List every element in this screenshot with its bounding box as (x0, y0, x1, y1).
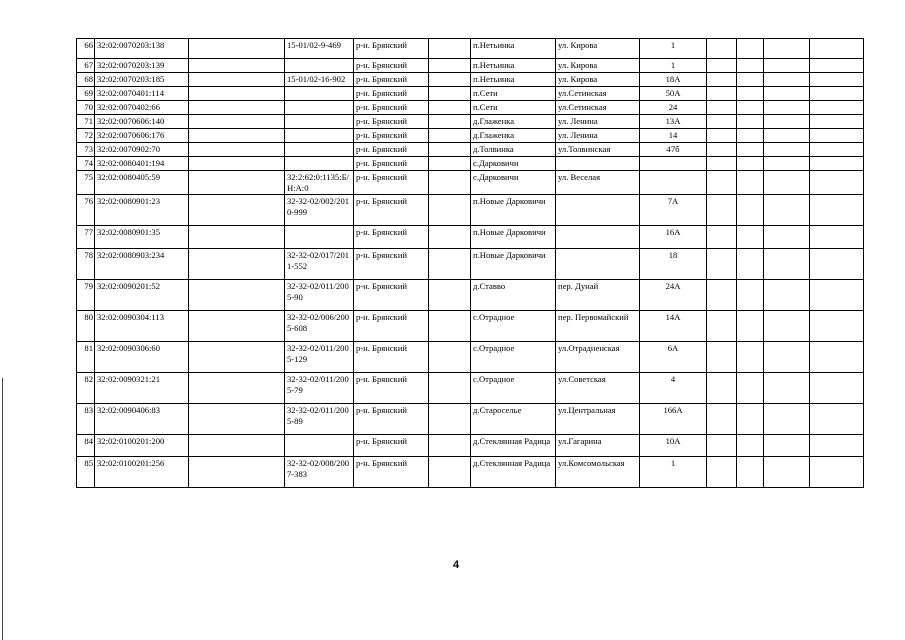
blank-cell (429, 143, 471, 157)
blank-cell (429, 226, 471, 249)
blank-cell (737, 195, 764, 226)
blank-cell (707, 404, 737, 435)
blank-cell (764, 195, 810, 226)
blank-cell (764, 311, 810, 342)
house-number: 16А (640, 226, 707, 249)
registration-number: 32-32-02/002/2010-999 (285, 195, 354, 226)
blank-cell (707, 280, 737, 311)
cadastral-number: 32:02:0090406:83 (95, 404, 189, 435)
table-row (77, 280, 864, 311)
blank-cell (429, 249, 471, 280)
registration-number (285, 226, 354, 249)
street: ул. Кирова (556, 39, 640, 59)
street: ул. Ленина (556, 115, 640, 129)
prior-number (189, 129, 285, 143)
row-number: 71 (77, 115, 95, 129)
house-number: 14 (640, 129, 707, 143)
district: р-н. Брянский (354, 115, 429, 129)
house-number: 7А (640, 195, 707, 226)
table-row (77, 195, 864, 226)
blank-cell (810, 171, 864, 195)
house-number: 18 (640, 249, 707, 280)
blank-cell (737, 59, 764, 73)
blank-cell (810, 87, 864, 101)
property-register-table (76, 38, 864, 488)
street (556, 157, 640, 171)
prior-number (189, 457, 285, 488)
row-number: 80 (77, 311, 95, 342)
table-row (77, 249, 864, 280)
locality: п.Сети (471, 101, 556, 115)
blank-cell (810, 435, 864, 457)
cadastral-number: 32:02:0100201:256 (95, 457, 189, 488)
locality: с.Отрадное (471, 311, 556, 342)
street (556, 195, 640, 226)
district: р-н. Брянский (354, 171, 429, 195)
district: р-н. Брянский (354, 129, 429, 143)
blank-cell (737, 226, 764, 249)
blank-cell (764, 457, 810, 488)
street: пер. Первомайский (556, 311, 640, 342)
blank-cell (707, 157, 737, 171)
street: ул.Комсомольская (556, 457, 640, 488)
cadastral-number: 32:02:0070902:70 (95, 143, 189, 157)
house-number: 4 (640, 373, 707, 404)
cadastral-number: 32:02:0070606:140 (95, 115, 189, 129)
blank-cell (737, 249, 764, 280)
blank-cell (429, 195, 471, 226)
street: ул. Кирова (556, 73, 640, 87)
locality: п.Новые Дарковичи (471, 226, 556, 249)
blank-cell (764, 157, 810, 171)
locality: д.Староселье (471, 404, 556, 435)
prior-number (189, 115, 285, 129)
row-number: 74 (77, 157, 95, 171)
row-number: 83 (77, 404, 95, 435)
blank-cell (707, 457, 737, 488)
street (556, 226, 640, 249)
locality: п.Нетьинка (471, 59, 556, 73)
house-number (640, 157, 707, 171)
table-row (77, 101, 864, 115)
locality: п.Новые Дарковичи (471, 249, 556, 280)
blank-cell (810, 457, 864, 488)
table-row (77, 311, 864, 342)
district: р-н. Брянский (354, 195, 429, 226)
blank-cell (810, 59, 864, 73)
house-number: 1 (640, 457, 707, 488)
blank-cell (810, 342, 864, 373)
blank-cell (737, 143, 764, 157)
house-number: 14А (640, 311, 707, 342)
cadastral-number: 32:02:0080401:194 (95, 157, 189, 171)
blank-cell (810, 143, 864, 157)
district: р-н. Брянский (354, 39, 429, 59)
registration-number (285, 157, 354, 171)
registration-number (285, 101, 354, 115)
house-number: 6А (640, 342, 707, 373)
locality: п.Нетьинка (471, 39, 556, 59)
blank-cell (810, 373, 864, 404)
locality: п.Новые Дарковичи (471, 195, 556, 226)
table-row (77, 373, 864, 404)
locality: д.Толвинка (471, 143, 556, 157)
house-number: 24А (640, 280, 707, 311)
prior-number (189, 404, 285, 435)
prior-number (189, 39, 285, 59)
registration-number: 32-32-02/011/2005-89 (285, 404, 354, 435)
blank-cell (764, 373, 810, 404)
registration-number (285, 87, 354, 101)
house-number: 1 (640, 59, 707, 73)
prior-number (189, 143, 285, 157)
street: ул.Сетинская (556, 101, 640, 115)
locality: с.Отрадное (471, 342, 556, 373)
street: ул.Толвинская (556, 143, 640, 157)
blank-cell (810, 73, 864, 87)
table-row (77, 404, 864, 435)
row-number: 79 (77, 280, 95, 311)
street: ул. Веселая (556, 171, 640, 195)
blank-cell (764, 59, 810, 73)
blank-cell (810, 157, 864, 171)
table-row (77, 39, 864, 59)
table-row (77, 87, 864, 101)
blank-cell (764, 73, 810, 87)
street: ул.Советская (556, 373, 640, 404)
cadastral-number: 32:02:0070203:139 (95, 59, 189, 73)
blank-cell (429, 59, 471, 73)
blank-cell (810, 129, 864, 143)
row-number: 77 (77, 226, 95, 249)
district: р-н. Брянский (354, 373, 429, 404)
blank-cell (764, 101, 810, 115)
blank-cell (429, 280, 471, 311)
street: ул.Центральная (556, 404, 640, 435)
house-number: 13А (640, 115, 707, 129)
row-number: 69 (77, 87, 95, 101)
row-number: 78 (77, 249, 95, 280)
blank-cell (737, 129, 764, 143)
blank-cell (810, 280, 864, 311)
registration-number: 15-01/02-9-469 (285, 39, 354, 59)
blank-cell (707, 59, 737, 73)
district: р-н. Брянский (354, 59, 429, 73)
blank-cell (764, 129, 810, 143)
cadastral-number: 32:02:0090321:21 (95, 373, 189, 404)
blank-cell (764, 435, 810, 457)
cadastral-number: 32:02:0080901:23 (95, 195, 189, 226)
house-number: 50А (640, 87, 707, 101)
district: р-н. Брянский (354, 457, 429, 488)
house-number: 10А (640, 435, 707, 457)
locality: д.Глаженка (471, 115, 556, 129)
row-number: 73 (77, 143, 95, 157)
cadastral-number: 32:02:0090304:113 (95, 311, 189, 342)
blank-cell (737, 457, 764, 488)
cadastral-number: 32:02:0090201:52 (95, 280, 189, 311)
table-row (77, 171, 864, 195)
blank-cell (429, 115, 471, 129)
prior-number (189, 73, 285, 87)
street: пер. Дунай (556, 280, 640, 311)
house-number: 47б (640, 143, 707, 157)
blank-cell (810, 404, 864, 435)
registration-number: 32-32-02/011/2005-79 (285, 373, 354, 404)
table-body (77, 39, 864, 488)
district: р-н. Брянский (354, 311, 429, 342)
street: ул. Ленина (556, 129, 640, 143)
table-row (77, 157, 864, 171)
row-number: 81 (77, 342, 95, 373)
cadastral-number: 32:02:0070402:66 (95, 101, 189, 115)
locality: с.Дарковичи (471, 157, 556, 171)
locality: д.Стеклянная Радица (471, 457, 556, 488)
house-number: 1 (640, 39, 707, 59)
blank-cell (764, 342, 810, 373)
table-row (77, 59, 864, 73)
blank-cell (707, 373, 737, 404)
prior-number (189, 171, 285, 195)
prior-number (189, 311, 285, 342)
locality: с.Дарковичи (471, 171, 556, 195)
prior-number (189, 59, 285, 73)
blank-cell (764, 143, 810, 157)
blank-cell (737, 373, 764, 404)
prior-number (189, 195, 285, 226)
blank-cell (707, 87, 737, 101)
row-number: 75 (77, 171, 95, 195)
blank-cell (764, 280, 810, 311)
blank-cell (429, 87, 471, 101)
blank-cell (737, 39, 764, 59)
registration-number: 32-32-02/011/2005-129 (285, 342, 354, 373)
prior-number (189, 342, 285, 373)
prior-number (189, 87, 285, 101)
table-row (77, 226, 864, 249)
locality: д.Глаженка (471, 129, 556, 143)
blank-cell (429, 157, 471, 171)
locality: д.Ставво (471, 280, 556, 311)
prior-number (189, 373, 285, 404)
row-number: 66 (77, 39, 95, 59)
row-number: 68 (77, 73, 95, 87)
blank-cell (707, 249, 737, 280)
district: р-н. Брянский (354, 249, 429, 280)
page-number: 4 (453, 559, 460, 571)
table-row (77, 342, 864, 373)
cadastral-number: 32:02:0090306:60 (95, 342, 189, 373)
blank-cell (764, 226, 810, 249)
cadastral-number: 32:02:0080903:234 (95, 249, 189, 280)
locality: д.Стеклянная Радица (471, 435, 556, 457)
blank-cell (429, 171, 471, 195)
blank-cell (707, 171, 737, 195)
district: р-н. Брянский (354, 143, 429, 157)
blank-cell (429, 101, 471, 115)
blank-cell (737, 115, 764, 129)
blank-cell (764, 115, 810, 129)
street: ул.Гагарина (556, 435, 640, 457)
blank-cell (707, 226, 737, 249)
blank-cell (707, 101, 737, 115)
blank-cell (429, 73, 471, 87)
blank-cell (737, 435, 764, 457)
blank-cell (764, 404, 810, 435)
table-row (77, 129, 864, 143)
blank-cell (737, 280, 764, 311)
registration-number (285, 115, 354, 129)
registration-number: 32-32-02/006/2005-608 (285, 311, 354, 342)
table-row (77, 435, 864, 457)
registration-number (285, 435, 354, 457)
registration-number: 32-32-02/011/2005-90 (285, 280, 354, 311)
blank-cell (707, 311, 737, 342)
blank-cell (429, 457, 471, 488)
blank-cell (707, 129, 737, 143)
prior-number (189, 101, 285, 115)
street (556, 249, 640, 280)
blank-cell (707, 115, 737, 129)
blank-cell (810, 311, 864, 342)
table-row (77, 457, 864, 488)
blank-cell (707, 143, 737, 157)
street: ул.Сетинская (556, 87, 640, 101)
blank-cell (764, 87, 810, 101)
blank-cell (737, 342, 764, 373)
prior-number (189, 280, 285, 311)
house-number: 24 (640, 101, 707, 115)
blank-cell (810, 39, 864, 59)
blank-cell (429, 373, 471, 404)
blank-cell (429, 39, 471, 59)
row-number: 67 (77, 59, 95, 73)
blank-cell (764, 249, 810, 280)
table-row (77, 143, 864, 157)
cadastral-number: 32:02:0070401:114 (95, 87, 189, 101)
row-number: 84 (77, 435, 95, 457)
district: р-н. Брянский (354, 435, 429, 457)
blank-cell (429, 311, 471, 342)
registration-number: 32-32-02/017/2011-552 (285, 249, 354, 280)
registration-number (285, 129, 354, 143)
cadastral-number: 32:02:0100201:200 (95, 435, 189, 457)
district: р-н. Брянский (354, 157, 429, 171)
table-row (77, 73, 864, 87)
locality: с.Отрадное (471, 373, 556, 404)
district: р-н. Брянский (354, 342, 429, 373)
prior-number (189, 435, 285, 457)
blank-cell (810, 226, 864, 249)
registration-number: 15-01/02-16-902 (285, 73, 354, 87)
blank-cell (737, 171, 764, 195)
blank-cell (810, 195, 864, 226)
blank-cell (707, 342, 737, 373)
street: ул. Кирова (556, 59, 640, 73)
blank-cell (737, 101, 764, 115)
registration-number (285, 59, 354, 73)
district: р-н. Брянский (354, 73, 429, 87)
cadastral-number: 32:02:0080405:59 (95, 171, 189, 195)
district: р-н. Брянский (354, 226, 429, 249)
table-row (77, 115, 864, 129)
row-number: 85 (77, 457, 95, 488)
prior-number (189, 157, 285, 171)
blank-cell (737, 73, 764, 87)
house-number: 166А (640, 404, 707, 435)
district: р-н. Брянский (354, 101, 429, 115)
prior-number (189, 226, 285, 249)
blank-cell (429, 342, 471, 373)
blank-cell (707, 73, 737, 87)
blank-cell (429, 435, 471, 457)
blank-cell (737, 404, 764, 435)
district: р-н. Брянский (354, 87, 429, 101)
blank-cell (737, 311, 764, 342)
blank-cell (737, 157, 764, 171)
district: р-н. Брянский (354, 280, 429, 311)
blank-cell (810, 101, 864, 115)
locality: п.Сети (471, 87, 556, 101)
scan-edge-line (2, 378, 3, 640)
house-number (640, 171, 707, 195)
cadastral-number: 32:02:0070606:176 (95, 129, 189, 143)
house-number: 18А (640, 73, 707, 87)
street: ул.Отрадненская (556, 342, 640, 373)
blank-cell (764, 39, 810, 59)
blank-cell (707, 435, 737, 457)
row-number: 72 (77, 129, 95, 143)
registration-number: 32-32-02/008/2007-383 (285, 457, 354, 488)
blank-cell (737, 87, 764, 101)
blank-cell (764, 171, 810, 195)
cadastral-number: 32:02:0070203:138 (95, 39, 189, 59)
prior-number (189, 249, 285, 280)
registration-number: 32:2:62:0:1135:Б/Н:А:0 (285, 171, 354, 195)
blank-cell (707, 195, 737, 226)
blank-cell (707, 39, 737, 59)
row-number: 82 (77, 373, 95, 404)
blank-cell (429, 129, 471, 143)
blank-cell (810, 115, 864, 129)
district: р-н. Брянский (354, 404, 429, 435)
cadastral-number: 32:02:0070203:185 (95, 73, 189, 87)
locality: п.Нетьинка (471, 73, 556, 87)
blank-cell (429, 404, 471, 435)
cadastral-number: 32:02:0080901:35 (95, 226, 189, 249)
registration-number (285, 143, 354, 157)
row-number: 76 (77, 195, 95, 226)
row-number: 70 (77, 101, 95, 115)
blank-cell (810, 249, 864, 280)
